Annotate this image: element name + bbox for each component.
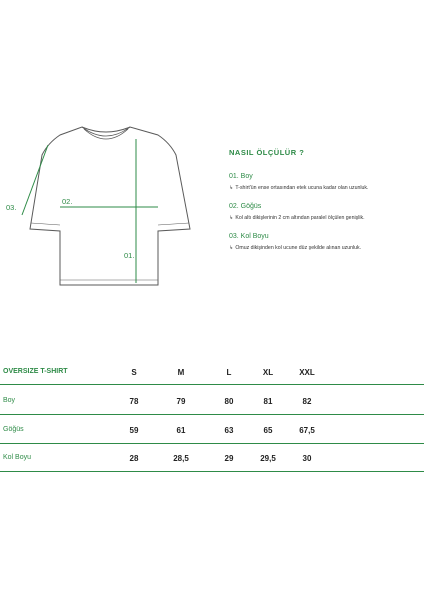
- tshirt-sketch: [0, 115, 212, 305]
- guide-item-desc: ↳ T-shirt'ün ense ortasından etek ucuna kadar olan uzunluk.: [229, 185, 369, 191]
- table-cell: 28,5: [173, 454, 189, 463]
- guide-item-sleeve: [229, 233, 419, 251]
- sleeve-cuff-right: [158, 223, 189, 225]
- table-cell: 28: [129, 454, 139, 463]
- guide-item-desc: ↳ Omuz dikişinden kol ucune düz şekilde alınan uzunluk.: [229, 245, 362, 251]
- measure-line-sleeve: [22, 145, 48, 215]
- guide-title: NASIL ÖLÇÜLÜR ?: [229, 148, 305, 157]
- table-title: OVERSIZE T-SHIRT: [3, 368, 68, 375]
- table-cell: 29,5: [260, 454, 276, 463]
- table-cell: 81: [263, 397, 273, 406]
- table-cell: 63: [224, 426, 234, 435]
- guide-item-length: [229, 173, 419, 191]
- row-divider: [0, 384, 424, 385]
- measure-label-sleeve: 03.: [6, 203, 17, 212]
- table-cell: 59: [129, 426, 139, 435]
- table-cell: 67,5: [299, 426, 315, 435]
- size-s: S: [131, 368, 137, 377]
- size-m: M: [177, 368, 185, 377]
- row-divider: [0, 443, 424, 444]
- table-cell: 29: [224, 454, 234, 463]
- row-divider: [0, 471, 424, 472]
- tshirt-outline: [30, 127, 190, 285]
- table-cell: 80: [224, 397, 234, 406]
- measure-label-chest: 02.: [62, 197, 73, 206]
- row-label: Boy: [3, 397, 16, 404]
- arrow-icon: ↳: [229, 185, 234, 191]
- table-cell: 78: [129, 397, 139, 406]
- table-cell: 82: [302, 397, 312, 406]
- measure-label-length: 01.: [124, 251, 135, 260]
- guide-item-title: 03. Kol Boyu: [229, 233, 269, 240]
- table-cell: 65: [263, 426, 273, 435]
- table-header-row: [0, 364, 424, 384]
- arrow-icon: ↳: [229, 245, 234, 251]
- size-l: L: [226, 368, 232, 377]
- tshirt-measurement-diagram: [0, 115, 212, 305]
- size-xxl: XXL: [299, 368, 315, 377]
- table-cell: 30: [302, 454, 312, 463]
- guide-item-title: 01. Boy: [229, 173, 253, 180]
- measurement-guide: [229, 148, 419, 263]
- table-row: [0, 422, 424, 442]
- row-divider: [0, 414, 424, 415]
- arrow-icon: ↳: [229, 215, 234, 221]
- size-xl: XL: [262, 368, 274, 377]
- table-row: [0, 450, 424, 470]
- guide-item-title: 02. Göğüs: [229, 203, 262, 210]
- guide-item-desc: ↳ Kol altı dikişlerinin 2 cm altından paralel ölçülen genişlik.: [229, 215, 365, 221]
- guide-item-chest: [229, 203, 419, 221]
- sleeve-cuff-left: [31, 223, 60, 225]
- table-cell: 79: [176, 397, 186, 406]
- row-label: Göğüs: [3, 426, 24, 433]
- row-label: Kol Boyu: [3, 454, 32, 461]
- table-row: [0, 393, 424, 413]
- table-cell: 61: [176, 426, 186, 435]
- tshirt-collar: [82, 127, 130, 139]
